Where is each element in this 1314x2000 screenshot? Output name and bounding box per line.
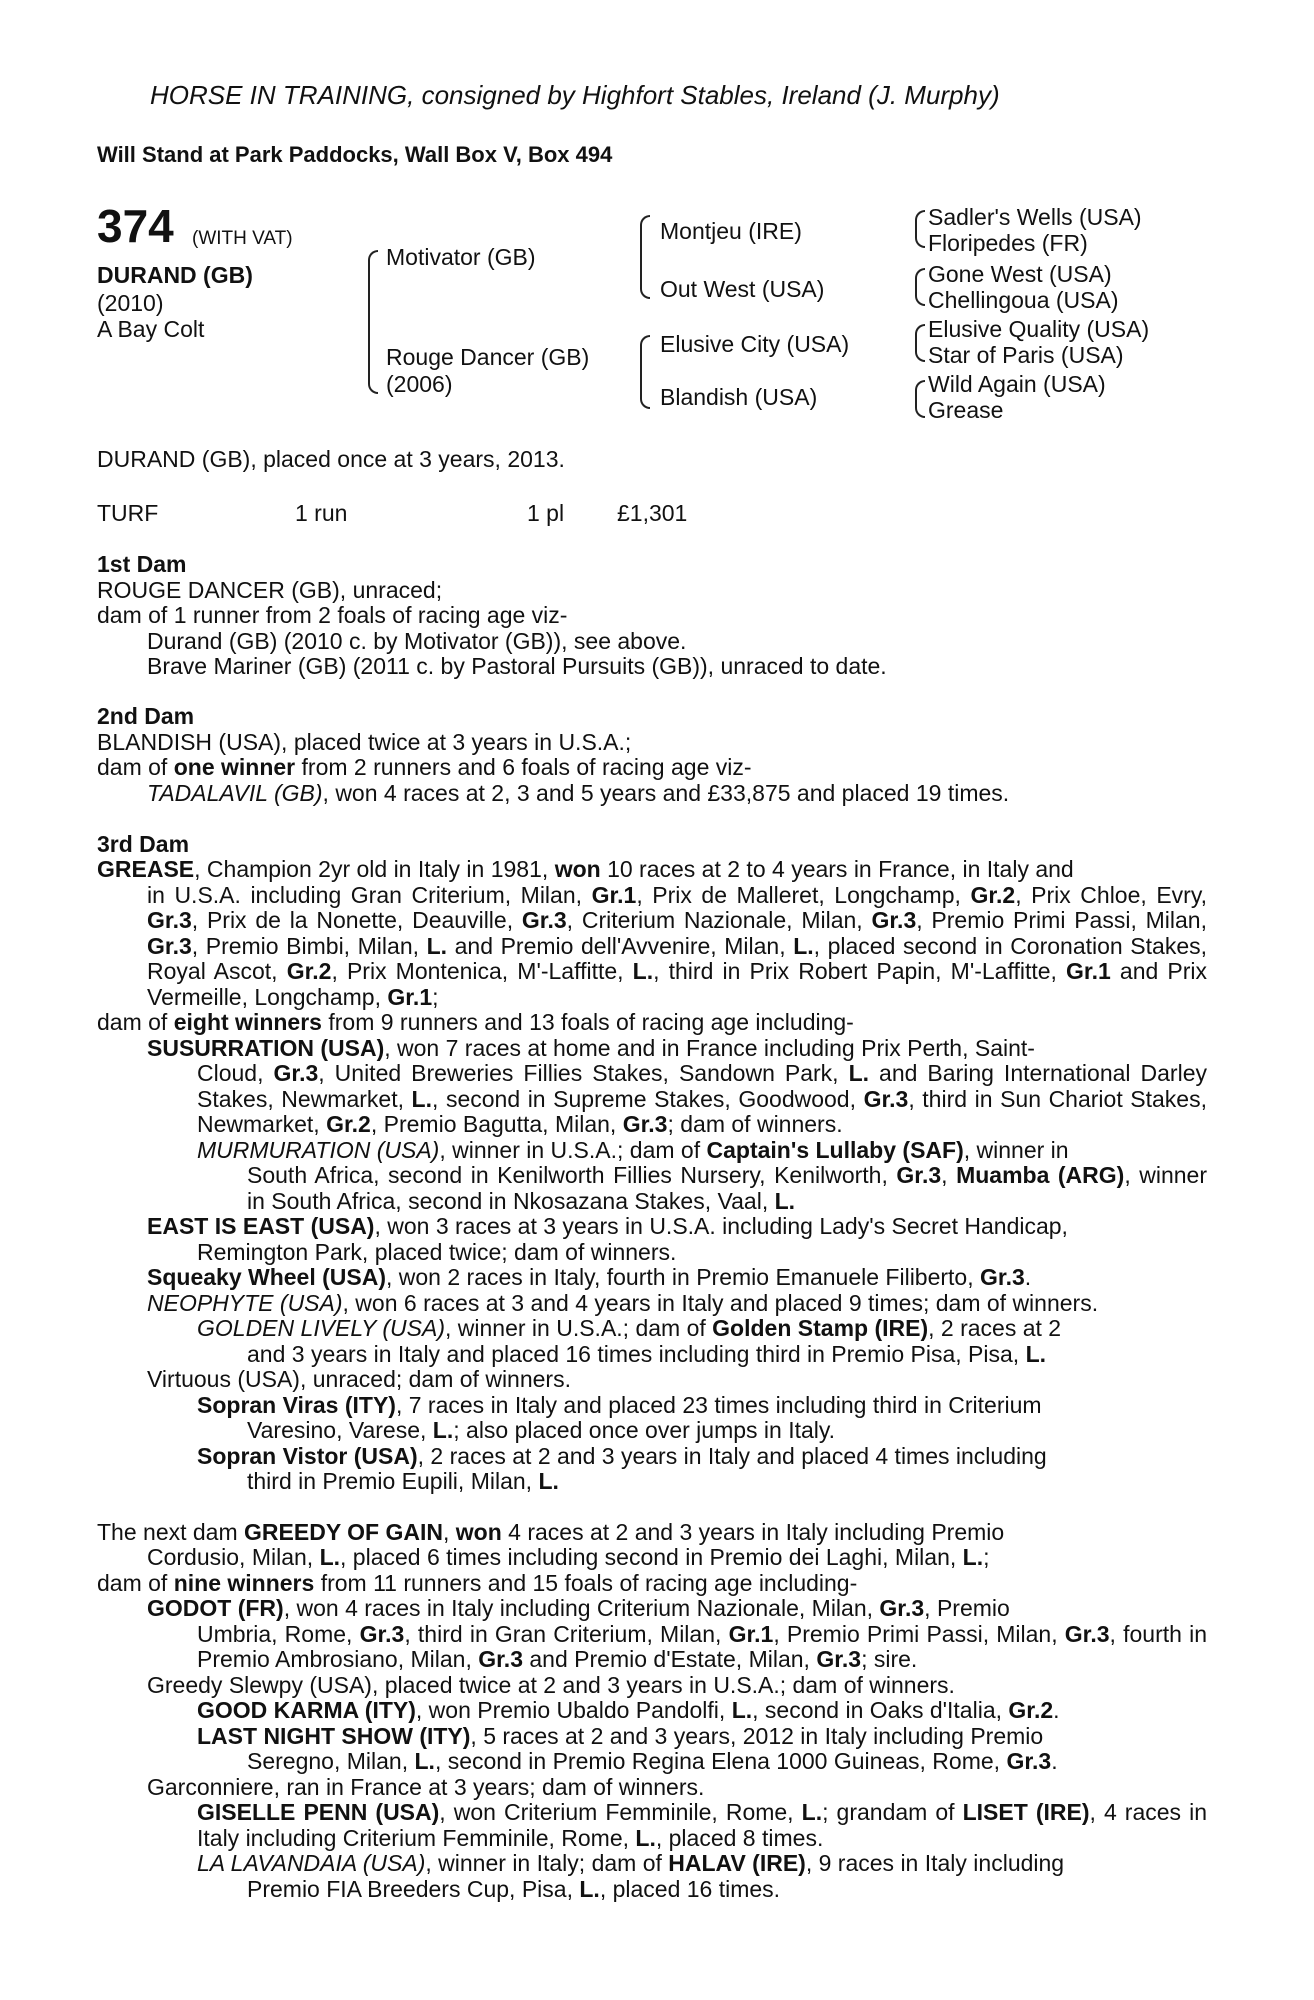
dam-line: dam of one winner from 2 runners and 6 foals of racing age viz- bbox=[97, 754, 752, 780]
dsd: Star of Paris (USA) bbox=[928, 342, 1124, 368]
first-dam-section bbox=[97, 552, 1207, 680]
progeny-entry: Sopran Viras (ITY), 7 races in Italy and placed 23 times including third in Criterium Varesino, Varese, L.; also placed once over jumps in Italy. bbox=[197, 1391, 1042, 1443]
next-dam-entry: The next dam GREEDY OF GAIN, won 4 races at 2 and 3 years in Italy including Premio Cordusio, Milan, L., placed 6 times including second in Premio dei Laghi, Milan, L.; bbox=[97, 1518, 1005, 1570]
progeny-entry: SUSURRATION (USA), won 7 races at home and in France including Prix Perth, Saint- Cloud, Gr.3, United Breweries Fillies Stakes, Sandown Park, L. and Baring International Darley Stakes, Newmarket, L., second in Supreme Stakes, Goodwood, Gr.3, third in Sun Chariot Stakes, Newmarket, Gr.2, Premio Bagutta, Milan, Gr.3; dam of winners. bbox=[147, 1034, 1207, 1137]
progeny-entry: Sopran Vistor (USA), 2 races at 2 and 3 years in Italy and placed 4 times including third in Premio Eupili, Milan, L. bbox=[197, 1442, 1047, 1494]
record-earnings: £1,301 bbox=[617, 500, 688, 526]
pedigree-bracket bbox=[915, 380, 925, 418]
record-runs: 1 run bbox=[295, 500, 348, 526]
section-heading: 3rd Dam bbox=[97, 831, 190, 857]
sire-sire: Montjeu (IRE) bbox=[660, 218, 802, 244]
progeny-entry: Virtuous (USA), unraced; dam of winners. bbox=[147, 1366, 571, 1392]
pedigree-bracket bbox=[915, 324, 925, 362]
horse-description: A Bay Colt bbox=[97, 316, 205, 342]
grease-entry: GREASE, Champion 2yr old in Italy in 1981, won 10 races at 2 to 4 years in France, in Italy and in U.S.A. including Gran Criterium, Milan, Gr.1, Prix de Malleret, Longchamp, Gr.2, Prix Chloe, Evry, Gr.3, Prix de la Nonette, Deauville, Gr.3, Criterium Nazionale, Milan, Gr.3, Premio Primi Passi, Milan, Gr.3, Premio Bimbi, Milan, L. and Premio dell'Avvenire, Milan, L., placed second in Coronation Stakes, Royal Ascot, Gr.2, Prix Montenica, M'-Laffitte, L., third in Prix Robert Papin, M'-Laffitte, Gr.1 and Prix Vermeille, Longchamp, Gr.1; bbox=[97, 856, 1208, 1010]
progeny-line: Brave Mariner (GB) (2011 c. by Pastoral Pursuits (GB)), unraced to date. bbox=[147, 653, 887, 679]
sds: Gone West (USA) bbox=[928, 261, 1112, 287]
pedigree-bracket bbox=[915, 210, 925, 248]
dam: Rouge Dancer (GB) bbox=[386, 344, 590, 370]
progeny-line: TADALAVIL (GB), won 4 races at 2, 3 and 5 years and £33,875 and placed 19 times. bbox=[147, 779, 1010, 806]
third-dam-body bbox=[97, 857, 1207, 1902]
vat-note: (WITH VAT) bbox=[192, 228, 293, 249]
progeny-entry: EAST IS EAST (USA), won 3 races at 3 years in U.S.A. including Lady's Secret Handicap, Remington Park, placed twice; dam of winners. bbox=[147, 1213, 1068, 1265]
progeny-entry: GOLDEN LIVELY (USA), winner in U.S.A.; dam of Golden Stamp (IRE), 2 races at 2 and 3 years in Italy and placed 16 times including third in Premio Pisa, Pisa, L. bbox=[197, 1315, 1062, 1367]
dam-line: dam of 1 runner from 2 foals of racing age viz- bbox=[97, 602, 568, 628]
pedigree-bracket bbox=[640, 215, 650, 299]
stand-location: Will Stand at Park Paddocks, Wall Box V, Box 494 bbox=[97, 142, 613, 167]
progeny-entry: LAST NIGHT SHOW (ITY), 5 races at 2 and 3 years, 2012 in Italy including Premio Seregno, Milan, L., second in Premio Regina Elena 1000 Guineas, Rome, Gr.3. bbox=[197, 1722, 1058, 1774]
page-header: HORSE IN TRAINING, consigned by Highfort Stables, Ireland (J. Murphy) bbox=[150, 80, 1000, 110]
section-heading: 2nd Dam bbox=[97, 703, 195, 729]
pedigree-bracket bbox=[640, 335, 650, 409]
dam-line: ROUGE DANCER (GB), unraced; bbox=[97, 576, 443, 603]
sire-dam: Out West (USA) bbox=[660, 276, 825, 302]
record-placed: 1 pl bbox=[527, 500, 565, 526]
record-surface: TURF bbox=[97, 500, 159, 526]
sss: Sadler's Wells (USA) bbox=[928, 204, 1142, 230]
dam-dam: Blandish (USA) bbox=[660, 384, 818, 410]
pedigree-bracket bbox=[915, 268, 925, 306]
ssd: Floripedes (FR) bbox=[928, 230, 1088, 256]
section-heading: 1st Dam bbox=[97, 551, 187, 577]
pedigree-bracket bbox=[368, 250, 378, 394]
progeny-entry: LA LAVANDAIA (USA), winner in Italy; dam of HALAV (IRE), 9 races in Italy including Premio FIA Breeders Cup, Pisa, L., placed 16 times. bbox=[197, 1850, 1065, 1902]
progeny-entry: Garconniere, ran in France at 3 years; dam of winners. bbox=[147, 1773, 705, 1800]
lot-number: 374 bbox=[97, 200, 174, 252]
dam-sire: Elusive City (USA) bbox=[660, 331, 850, 357]
sdd: Chellingoua (USA) bbox=[928, 287, 1119, 313]
progeny-entry: Squeaky Wheel (USA), won 2 races in Italy, fourth in Premio Emanuele Filiberto, Gr.3. bbox=[147, 1264, 1032, 1290]
progeny-entry: GOOD KARMA (ITY), won Premio Ubaldo Pandolfi, L., second in Oaks d'Italia, Gr.2. bbox=[197, 1697, 1060, 1723]
second-dam-section bbox=[97, 704, 1207, 806]
horse-name: DURAND (GB) bbox=[97, 262, 253, 288]
third-dam-section bbox=[97, 832, 1207, 858]
progeny-entry: NEOPHYTE (USA), won 6 races at 3 and 4 years in Italy and placed 9 times; dam of winners. bbox=[147, 1289, 1099, 1316]
sire: Motivator (GB) bbox=[386, 244, 536, 270]
progeny-entry: Greedy Slewpy (USA), placed twice at 2 and 3 years in U.S.A.; dam of winners. bbox=[147, 1671, 955, 1698]
progeny-entry: GODOT (FR), won 4 races in Italy including Criterium Nazionale, Milan, Gr.3, Premio Umbria, Rome, Gr.3, third in Gran Criterium, Milan, Gr.1, Premio Primi Passi, Milan, Gr.3, fourth in Premio Ambrosiano, Milan, Gr.3 and Premio d'Estate, Milan, Gr.3; sire. bbox=[147, 1595, 1207, 1672]
grease-produce: dam of eight winners from 9 runners and 13 foals of racing age including- bbox=[97, 1009, 854, 1035]
dss: Elusive Quality (USA) bbox=[928, 316, 1150, 342]
next-dam-produce: dam of nine winners from 11 runners and 15 foals of racing age including- bbox=[97, 1569, 858, 1596]
dam-line: BLANDISH (USA), placed twice at 3 years in U.S.A.; bbox=[97, 728, 632, 755]
progeny-line: Durand (GB) (2010 c. by Motivator (GB)), see above. bbox=[147, 627, 687, 654]
foaling-year: (2010) bbox=[97, 290, 164, 316]
dds: Wild Again (USA) bbox=[928, 371, 1106, 397]
progeny-entry: MURMURATION (USA), winner in U.S.A.; dam of Captain's Lullaby (SAF), winner in South Africa, second in Kenilworth Fillies Nursery, Kenilworth, Gr.3, Muamba (ARG), winner in South Africa, second in Nkosazana Stakes, Vaal, L. bbox=[197, 1136, 1207, 1214]
progeny-entry: GISELLE PENN (USA), won Criterium Femminile, Rome, L.; grandam of LISET (IRE), 4 races in Italy including Criterium Femminile, Rome, L., placed 8 times. bbox=[197, 1799, 1207, 1851]
ddd: Grease bbox=[928, 397, 1004, 423]
dam-year: (2006) bbox=[386, 371, 453, 397]
race-summary: DURAND (GB), placed once at 3 years, 2013. bbox=[97, 446, 565, 472]
